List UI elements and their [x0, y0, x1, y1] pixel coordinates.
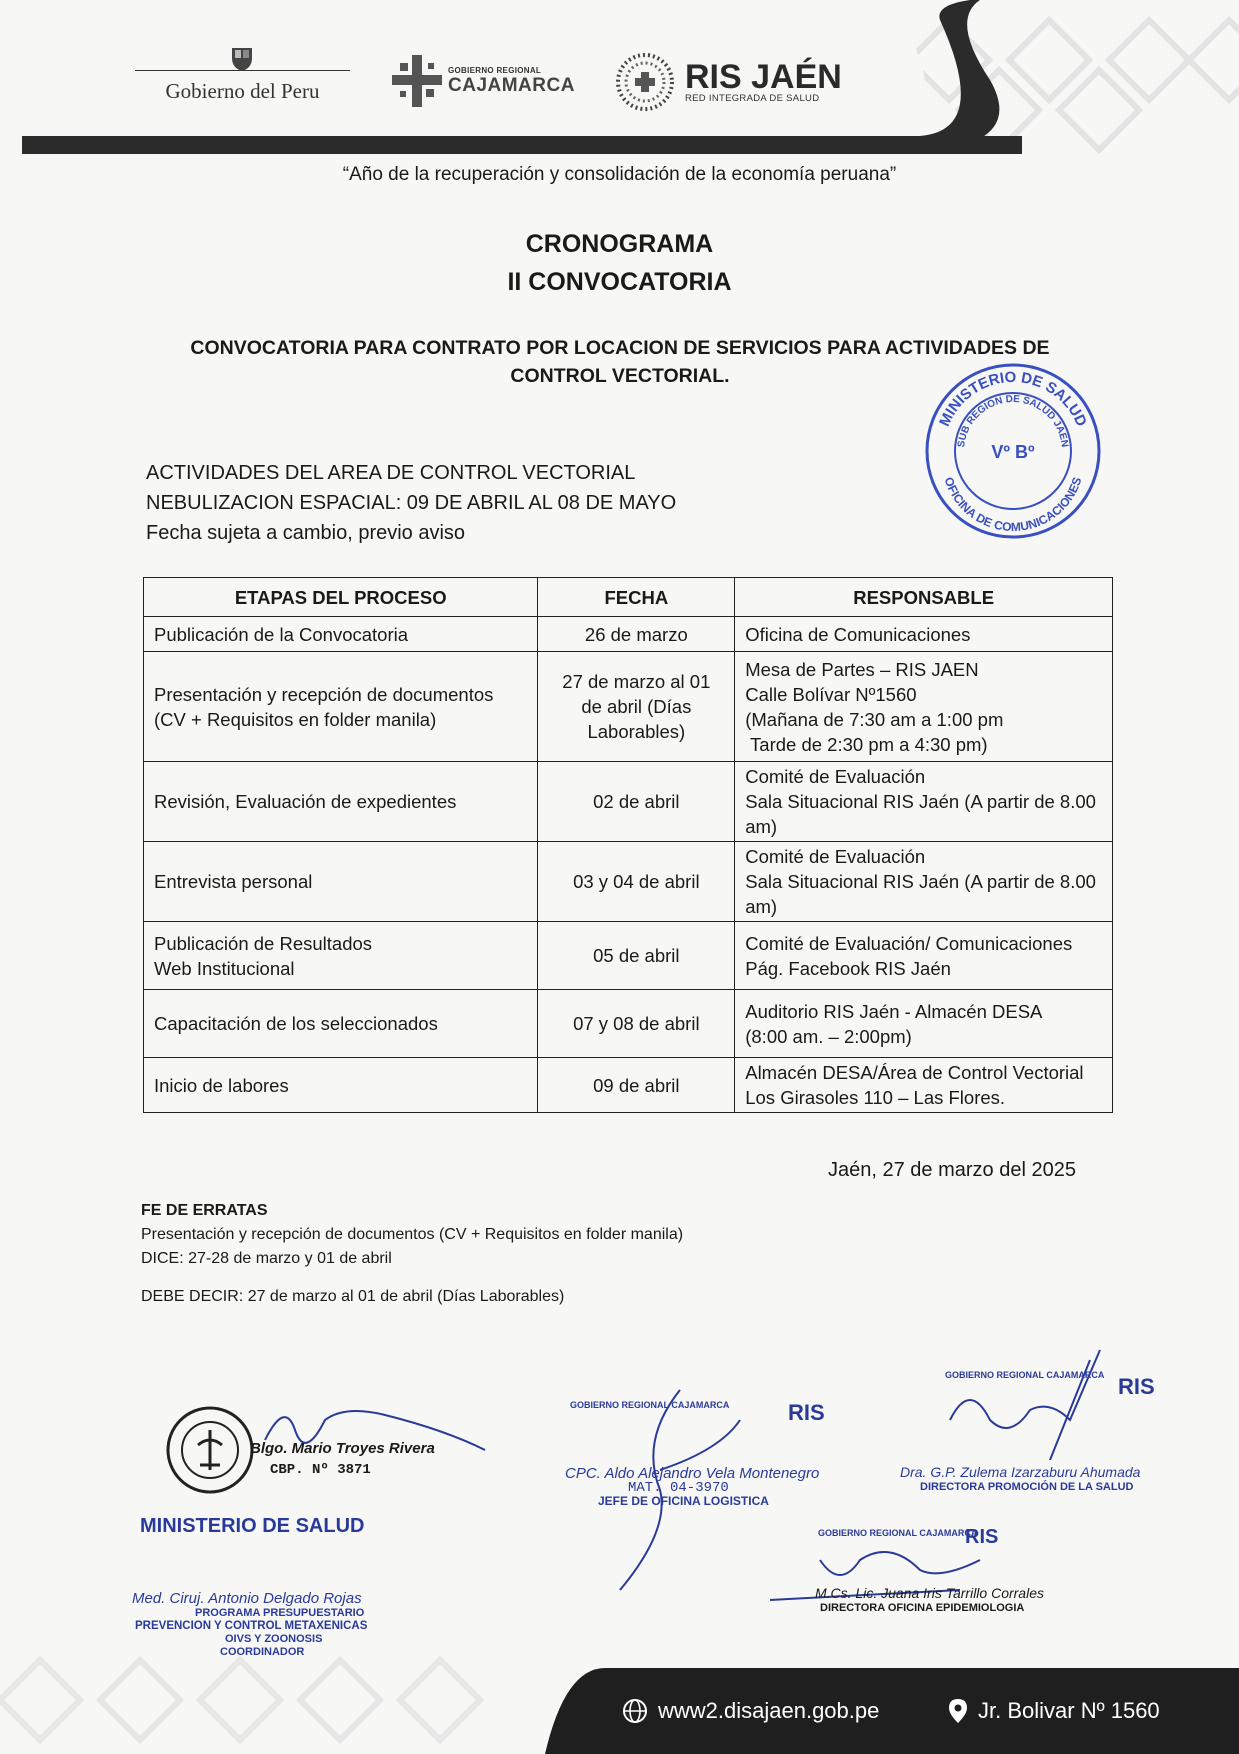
responsable-cell	[735, 990, 1113, 1058]
cell-line: 27 de marzo al 01	[562, 671, 711, 692]
cell-line: 26 de marzo	[584, 623, 688, 645]
signature-2-role: JEFE DE OFICINA LOGISTICA	[598, 1494, 769, 1508]
cell-line: Almacén DESA/Área de Control Vectorial	[745, 1062, 1084, 1083]
etapa-cell	[144, 922, 538, 990]
signature-2-detail: MAT. 04-3970	[628, 1480, 729, 1496]
header-curve	[880, 0, 1239, 160]
table-header-row	[144, 578, 1113, 617]
table-row	[144, 842, 1113, 922]
signature-4-role-4: COORDINADOR	[220, 1646, 305, 1658]
peru-shield-icon	[227, 44, 257, 72]
cajamarca-big-text: CAJAMARCA	[448, 74, 575, 96]
signature-scribble-3	[940, 1340, 1120, 1460]
gob-regional-stamp-3: GOBIERNO REGIONAL CAJAMARCA	[945, 1370, 1105, 1380]
header-responsable: RESPONSABLE	[735, 578, 1113, 617]
signature-2-name: CPC. Aldo Alejandro Vela Montenegro	[565, 1465, 820, 1482]
activity-info	[146, 458, 676, 548]
cell-line: (8:00 am. – 2:00pm)	[745, 1025, 912, 1047]
signature-4-role-3: OIVS Y ZOONOSIS	[225, 1633, 323, 1645]
cell-line: Oficina de Comunicaciones	[745, 623, 971, 645]
ris-name: RIS JAÉN	[685, 57, 842, 96]
signature-1-detail: CBP. Nº 3871	[270, 1462, 371, 1478]
cell-line: (Mañana de 7:30 am a 1:00 pm	[745, 708, 1004, 730]
globe-icon	[622, 1698, 648, 1724]
responsable-cell	[735, 762, 1113, 842]
info-line-3: Fecha sujeta a cambio, previo aviso	[146, 522, 466, 544]
stamp-center-text: Vº Bº	[991, 442, 1035, 462]
cell-line: Capacitación de los seleccionados	[154, 1013, 438, 1034]
responsable-cell	[735, 842, 1113, 922]
table-row	[144, 922, 1113, 990]
signature-4-role-2: PREVENCION Y CONTROL METAXENICAS	[135, 1620, 368, 1632]
page-title: CRONOGRAMA	[525, 230, 714, 258]
cell-line: Comité de Evaluación/ Comunicaciones	[745, 932, 1073, 954]
cell-line: Inicio de labores	[154, 1074, 289, 1096]
etapa-cell	[144, 617, 538, 652]
footer-address-text: Jr. Bolivar Nº 1560	[978, 1698, 1160, 1723]
table-row	[144, 990, 1113, 1058]
cell-line: Los Girasoles 110 – Las Flores.	[745, 1087, 1006, 1108]
cell-line: am)	[745, 816, 778, 837]
svg-text:OFICINA DE COMUNICACIONES	[942, 475, 1085, 534]
header-band	[22, 136, 1022, 154]
fe-erratas-line-3: DEBE DECIR: 27 de marzo al 01 de abril (Días Laborables)	[141, 1288, 565, 1305]
cell-line: Comité de Evaluación	[745, 766, 926, 787]
responsable-cell	[735, 922, 1113, 990]
fe-erratas-line-2: DICE: 27-28 de marzo y 01 de abril	[141, 1250, 392, 1267]
cell-line: 02 de abril	[593, 791, 680, 812]
fecha-cell	[538, 842, 735, 922]
table-row	[144, 762, 1113, 842]
cell-line: Sala Situacional RIS Jaén (A partir de 8.00	[745, 871, 1096, 892]
etapa-cell	[144, 762, 538, 842]
signature-5-name: M.Cs. Lic. Juana Iris Tarrillo Corrales	[815, 1585, 1044, 1601]
cajamarca-small-text: GOBIERNO REGIONAL	[448, 65, 542, 75]
responsable-cell	[735, 652, 1113, 762]
visto-bueno-stamp	[922, 360, 1104, 542]
gob-regional-stamp-2: GOBIERNO REGIONAL CAJAMARCA	[570, 1400, 730, 1410]
cell-line: Auditorio RIS Jaén - Almacén DESA	[745, 1000, 1043, 1022]
header-fecha: FECHA	[538, 578, 735, 617]
cajamarca-logo	[392, 55, 575, 107]
svg-text:SUB REGION DE SALUD JAEN	[956, 394, 1070, 448]
svg-text:MINISTERIO DE SALUD	[936, 369, 1090, 429]
colegio-biologos-seal	[165, 1405, 255, 1495]
cell-line: am)	[745, 896, 778, 917]
cell-line: Mesa de Partes – RIS JAEN	[745, 658, 979, 680]
stamp-top-text: MINISTERIO DE SALUD	[936, 368, 1090, 430]
cell-line: Tarde de 2:30 pm a 4:30 pm)	[745, 733, 988, 755]
signature-3-name: Dra. G.P. Zulema Izarzaburu Ahumada	[900, 1464, 1141, 1480]
fecha-cell	[538, 652, 735, 762]
cell-line: Entrevista personal	[154, 871, 313, 892]
fecha-cell	[538, 617, 735, 652]
fe-erratas-heading: FE DE ERRATAS	[141, 1202, 268, 1219]
stamp-inner-text: SUB REGION DE SALUD JAEN	[956, 393, 1070, 449]
table-row	[144, 617, 1113, 652]
etapa-cell	[144, 990, 538, 1058]
info-line-2: NEBULIZACION ESPACIAL: 09 DE ABRIL AL 08 DE MAYO	[146, 492, 677, 514]
gobierno-peru-logo	[135, 48, 350, 104]
cell-line: Revisión, Evaluación de expedientes	[154, 791, 457, 812]
ris-stamp-2: RIS	[788, 1400, 825, 1425]
etapa-cell	[144, 1058, 538, 1113]
signature-1-name: Blgo. Mario Troyes Rivera	[250, 1440, 435, 1457]
info-line-1: ACTIVIDADES DEL AREA DE CONTROL VECTORIAL	[146, 462, 636, 484]
cell-line: Pág. Facebook RIS Jaén	[745, 957, 951, 979]
ris-dotted-circle-icon	[615, 52, 675, 112]
ministerio-salud-stamp: MINISTERIO DE SALUD	[140, 1515, 365, 1537]
table-row	[144, 652, 1113, 762]
cell-line: Comité de Evaluación	[745, 846, 926, 867]
signature-3-role: DIRECTORA PROMOCIÓN DE LA SALUD	[920, 1481, 1134, 1493]
year-motto: “Año de la recuperación y consolidación de la economía peruana”	[342, 164, 897, 185]
date-place: Jaén, 27 de marzo del 2025	[828, 1159, 1076, 1181]
cell-line: Web Institucional	[154, 957, 295, 979]
table-row	[144, 1058, 1113, 1113]
cell-line: Calle Bolívar Nº1560	[745, 683, 917, 705]
responsable-cell	[735, 1058, 1113, 1113]
cell-line: de abril (Días	[581, 696, 692, 717]
responsable-cell	[735, 617, 1113, 652]
schedule-table	[143, 577, 1113, 1113]
cell-line: Laborables)	[587, 721, 686, 742]
ris-stamp-5: RIS	[965, 1526, 999, 1548]
cell-line: Sala Situacional RIS Jaén (A partir de 8.00	[745, 791, 1096, 812]
gob-regional-stamp-5: GOBIERNO REGIONAL CAJAMARCA	[818, 1528, 978, 1538]
fecha-cell	[538, 762, 735, 842]
signature-4-role-1: PROGRAMA PRESUPUESTARIO	[195, 1607, 365, 1619]
ris-jaen-logo	[615, 52, 842, 112]
stamp-bottom-text: OFICINA DE COMUNICACIONES	[941, 475, 1085, 535]
page-subtitle-convocatoria: II CONVOCATORIA	[507, 268, 732, 296]
fe-de-erratas	[141, 1199, 683, 1309]
footer-web[interactable]	[622, 1698, 879, 1724]
cell-line: Presentación y recepción de documentos	[154, 683, 494, 705]
cell-line: 03 y 04 de abril	[573, 871, 700, 892]
convocatoria-description: CONVOCATORIA PARA CONTRATO POR LOCACION DE SERVICIOS PARA ACTIVIDADES DE CONTROL VECTORIAL.	[190, 337, 1050, 387]
header-etapas: ETAPAS DEL PROCESO	[144, 578, 538, 617]
etapa-cell	[144, 652, 538, 762]
cell-line: 07 y 08 de abril	[573, 1013, 700, 1034]
cell-line: 05 de abril	[593, 945, 680, 966]
fecha-cell	[538, 922, 735, 990]
cell-line: Publicación de la Convocatoria	[154, 623, 409, 645]
ris-sub: RED INTEGRADA DE SALUD	[685, 92, 820, 104]
footer-web-text: www2.disajaen.gob.pe	[658, 1698, 880, 1723]
cell-line: 09 de abril	[593, 1074, 680, 1096]
signature-5-role: DIRECTORA OFICINA EPIDEMIOLOGIA	[820, 1602, 1025, 1614]
gobierno-peru-text: Gobierno del Peru	[165, 79, 320, 103]
footer-pattern-decoration	[0, 1650, 600, 1754]
cajamarca-cross-icon	[392, 55, 442, 107]
footer-address	[948, 1698, 1160, 1724]
signature-4-name: Med. Ciruj. Antonio Delgado Rojas	[132, 1590, 362, 1607]
etapa-cell	[144, 842, 538, 922]
cell-line: Publicación de Resultados	[154, 932, 373, 954]
ris-stamp-3: RIS	[1118, 1374, 1155, 1399]
fecha-cell	[538, 1058, 735, 1113]
fecha-cell	[538, 990, 735, 1058]
cell-line: (CV + Requisitos en folder manila)	[154, 708, 437, 730]
location-pin-icon	[948, 1698, 968, 1724]
fe-erratas-line-1: Presentación y recepción de documentos (CV + Requisitos en folder manila)	[141, 1226, 684, 1243]
